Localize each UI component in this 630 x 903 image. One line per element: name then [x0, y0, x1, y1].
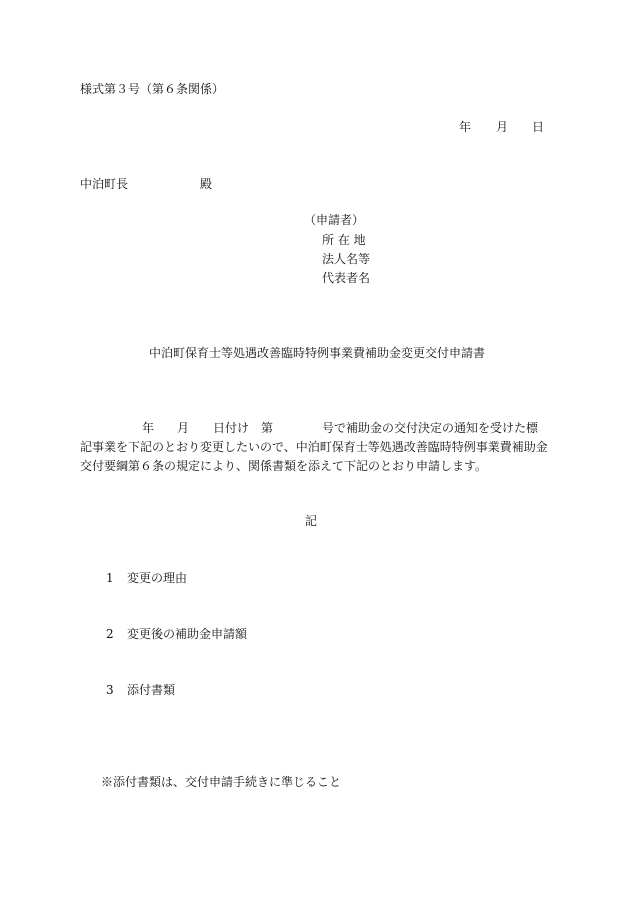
item-2-label: 変更後の補助金申請額 [127, 627, 248, 641]
date-month-label: 月 [496, 120, 509, 134]
applicant-heading: （申請者） [304, 213, 365, 227]
body-year-label: 年 [142, 421, 155, 435]
item-2-number: 2 [106, 627, 114, 641]
ki-heading: 記 [305, 514, 318, 528]
applicant-rep-label: 代表者名 [322, 271, 371, 285]
form-number: 様式第３号（第６条関係） [80, 82, 225, 96]
item-1-number: 1 [106, 571, 114, 585]
honorific: 殿 [200, 177, 213, 191]
addressee: 中泊町長 [80, 177, 129, 191]
body-date-suffix: 日付け [213, 421, 250, 435]
item-3-label: 添付書類 [127, 683, 176, 697]
document-title: 中泊町保育士等処遇改善臨時特例事業費補助金変更交付申請書 [149, 346, 486, 360]
applicant-corp-label: 法人名等 [322, 252, 371, 266]
body-line1-rest: 号で補助金の交付決定の通知を受けた標 [322, 421, 539, 435]
date-year-label: 年 [459, 120, 472, 134]
body-line-2: 記事業を下記のとおり変更したいので、中泊町保育士等処遇改善臨時特例事業費補助金 [80, 440, 548, 454]
body-no-prefix: 第 [261, 421, 274, 435]
applicant-address-label: 所 在 地 [322, 233, 366, 247]
item-1-label: 変更の理由 [127, 571, 188, 585]
body-month-label: 月 [177, 421, 190, 435]
item-3-number: 3 [106, 683, 114, 697]
body-line-3: 交付要綱第６条の規定により、関係書類を添えて下記のとおり申請します。 [80, 459, 488, 473]
attachment-note: ※添付書類は、交付申請手続きに準じること [101, 775, 342, 789]
date-day-label: 日 [532, 120, 545, 134]
